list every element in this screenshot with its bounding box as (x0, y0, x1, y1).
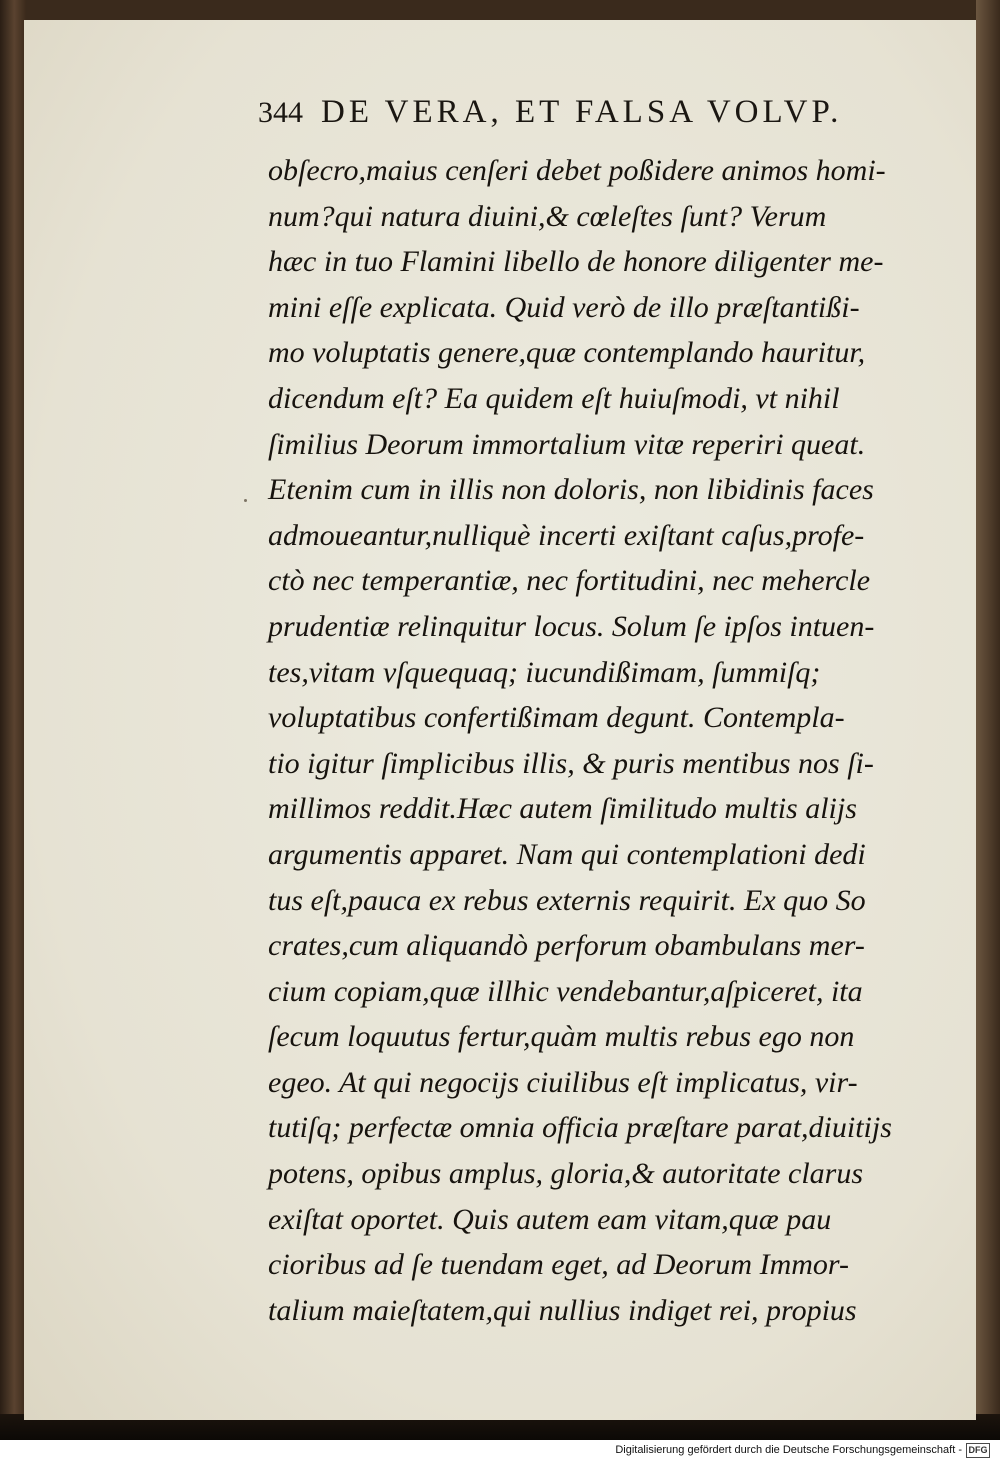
text-line: talium maieſtatem,qui nullius indiget rei, propius (268, 1293, 857, 1327)
text-line: prudentiæ relinquitur locus. Solum ſe ipſos intuen- (268, 609, 875, 643)
text-line: Etenim cum in illis non doloris, non libidinis faces (268, 473, 874, 507)
page-number: 344 (258, 96, 303, 129)
text-line: tutiſq; perfectæ omnia officia præſtare parat,diuitijs (268, 1111, 892, 1145)
text-line: argumentis apparet. Nam qui contemplationi dedi (268, 837, 866, 871)
text-line: ſimilius Deorum immortalium vitæ reperiri queat. (268, 427, 866, 461)
text-line: potens, opibus amplus, gloria,& autoritate clarus (268, 1157, 864, 1191)
text-line: ctò nec temperantiæ, nec fortitudini, nec mehercle (268, 564, 871, 598)
book-edge-left (0, 0, 26, 1440)
text-line: exiſtat oportet. Quis autem eam vitam,quæ pau (268, 1202, 832, 1236)
text-line: cium copiam,quæ illhic vendebantur,aſpiceret, ita (268, 974, 863, 1008)
text-line: admoueantur,nulliquè incerti exiſtant caſus,profe- (268, 518, 865, 552)
dfg-logo: DFG (966, 1443, 990, 1458)
text-line: tus eſt,pauca ex rebus externis requirit. Ex quo So (268, 883, 866, 917)
running-head-title: DE VERA, ET FALSA VOLVP. (321, 94, 843, 130)
text-line: dicendum eſt? Ea quidem eſt huiuſmodi, vt nihil (268, 381, 840, 415)
text-line: obſecro,maius cenſeri debet poßidere animos homi- (268, 154, 886, 187)
text-line: crates,cum aliquandò perforum obambulans mer- (268, 929, 865, 963)
text-line: tes,vitam vſquequaq; iucundißimam, ſummiſq; (268, 655, 821, 689)
text-line: egeo. At qui negocijs ciuilibus eſt implicatus, vir- (268, 1065, 858, 1099)
text-line: mo voluptatis genere,quæ contemplando hauritur, (268, 336, 866, 370)
book-edge-right (976, 0, 1000, 1440)
body-text (268, 148, 918, 1333)
paper-speck (244, 499, 247, 502)
text-line: mini eſſe explicata. Quid verò de illo præſtantißi- (268, 290, 860, 324)
text-line: tio igitur ſimplicibus illis, & puris mentibus nos ſi- (268, 746, 874, 780)
text-line: voluptatibus confertißimam degunt. Contempla- (268, 701, 845, 735)
footer-strip (0, 1440, 1000, 1465)
text-line: ſecum loquutus fertur,quàm multis rebus ego non (268, 1020, 855, 1054)
text-line: num?qui natura diuini,& cœleſtes ſunt? Verum (268, 199, 827, 233)
dfg-credit-text: Digitalisierung gefördert durch die Deutsche Forschungsgemeinschaft - (615, 1444, 962, 1456)
text-line: hæc in tuo Flamini libello de honore diligenter me- (268, 245, 884, 279)
text-line: cioribus ad ſe tuendam eget, ad Deorum Immor- (268, 1248, 849, 1282)
running-head (258, 94, 918, 134)
text-line: millimos reddit.Hæc autem ſimilitudo multis alijs (268, 792, 857, 826)
